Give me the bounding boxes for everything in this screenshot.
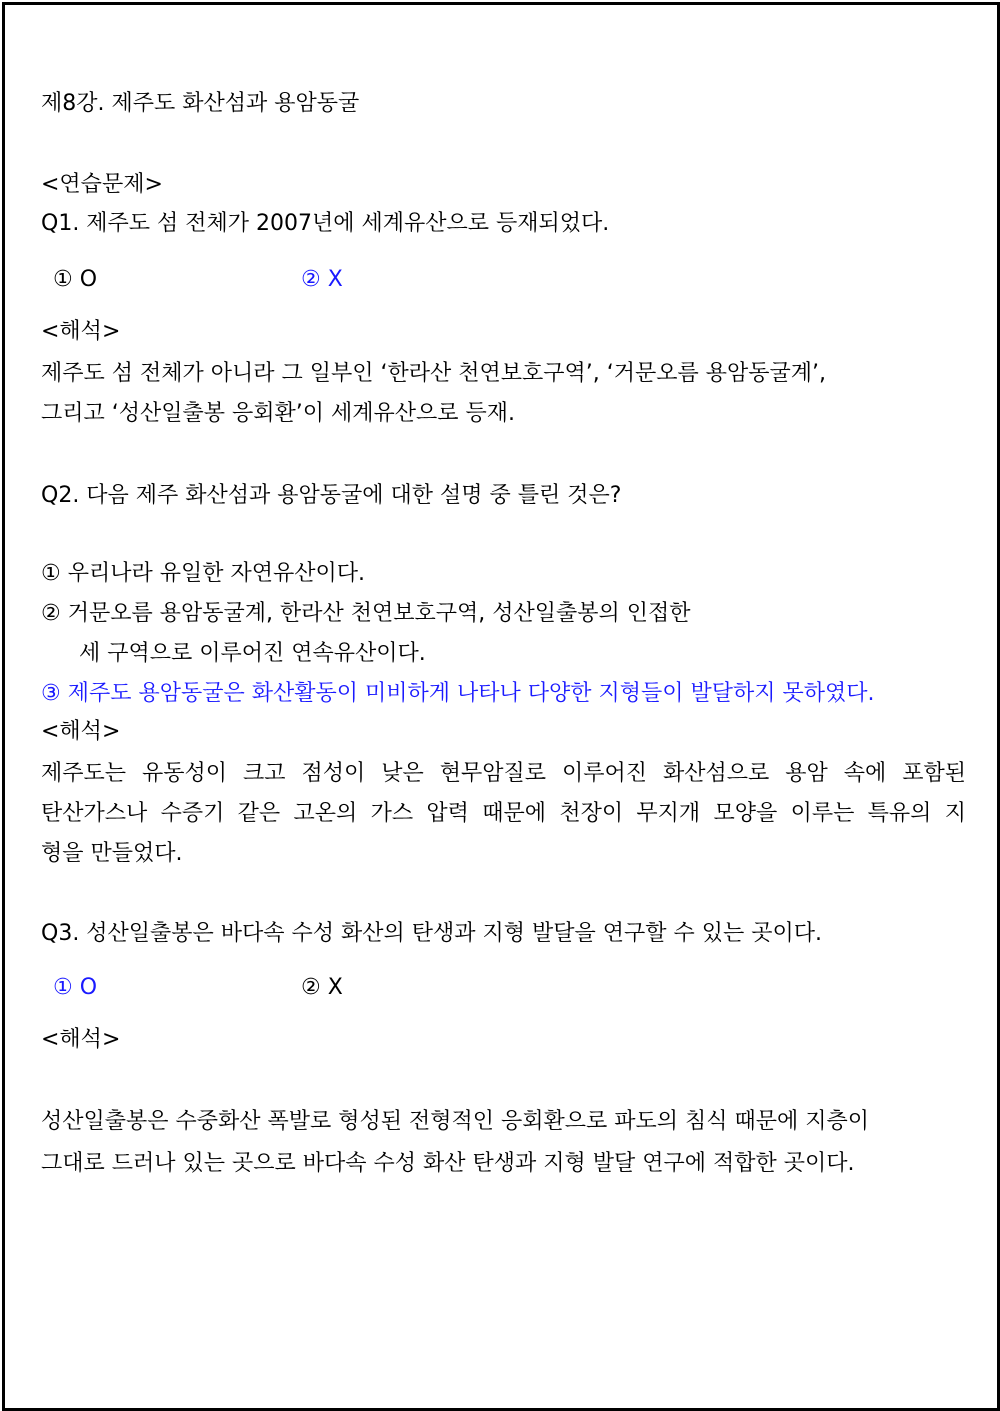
q2-option-2-line-1: ② 거문오름 용암동굴계, 한라산 천연보호구역, 성산일출봉의 인접한 [41, 601, 691, 626]
q2-explain-line-3: 형을 만들었다. [41, 841, 183, 866]
q1-question: Q1. 제주도 섬 전체가 2007년에 세계유산으로 등재되었다. [41, 211, 610, 236]
q3-option-2: ② X [301, 975, 343, 1000]
q2-option-1: ① 우리나라 유일한 자연유산이다. [41, 561, 365, 586]
q3-explain-label: <해석> [41, 1027, 121, 1052]
q2-option-2-line-2: 세 구역으로 이루어진 연속유산이다. [79, 641, 426, 666]
q1-explain-line-2: 그리고 ‘성산일출봉 응회환’이 세계유산으로 등재. [41, 401, 515, 426]
q3-question: Q3. 성산일출봉은 바다속 수성 화산의 탄생과 지형 발달을 연구할 수 있는 곳이다. [41, 921, 823, 946]
page-title: 제8강. 제주도 화산섬과 용암동굴 [41, 91, 360, 116]
q1-option-1: ① O [53, 267, 98, 292]
q2-explain-line-1: 제주도는 유동성이 크고 점성이 낮은 현무암질로 이루어진 화산섬으로 용암 속에 포함된 [41, 761, 966, 786]
q2-explain-label: <해석> [41, 719, 121, 744]
q2-question: Q2. 다음 제주 화산섬과 용암동굴에 대한 설명 중 틀린 것은? [41, 483, 622, 508]
q1-explain-line-1: 제주도 섬 전체가 아니라 그 일부인 ‘한라산 천연보호구역’, ‘거문오름 용암동굴계’, [41, 361, 826, 386]
q3-option-1-answer: ① O [53, 975, 98, 1000]
q1-explain-label: <해석> [41, 319, 121, 344]
q2-option-3-answer: ③ 제주도 용암동굴은 화산활동이 미비하게 나타나 다양한 지형들이 발달하지 못하였다. [41, 681, 875, 706]
document-page [2, 2, 1000, 1411]
q1-option-2-answer: ② X [301, 267, 343, 292]
q2-explain-line-2: 탄산가스나 수증기 같은 고온의 가스 압력 때문에 천장이 무지개 모양을 이루는 특유의 지 [41, 801, 966, 826]
section-label: <연습문제> [41, 172, 163, 197]
q3-explain-line-2: 그대로 드러나 있는 곳으로 바다속 수성 화산 탄생과 지형 발달 연구에 적합한 곳이다. [41, 1151, 855, 1176]
q3-explain-line-1: 성산일출봉은 수중화산 폭발로 형성된 전형적인 응회환으로 파도의 침식 때문에 지층이 [41, 1109, 870, 1134]
